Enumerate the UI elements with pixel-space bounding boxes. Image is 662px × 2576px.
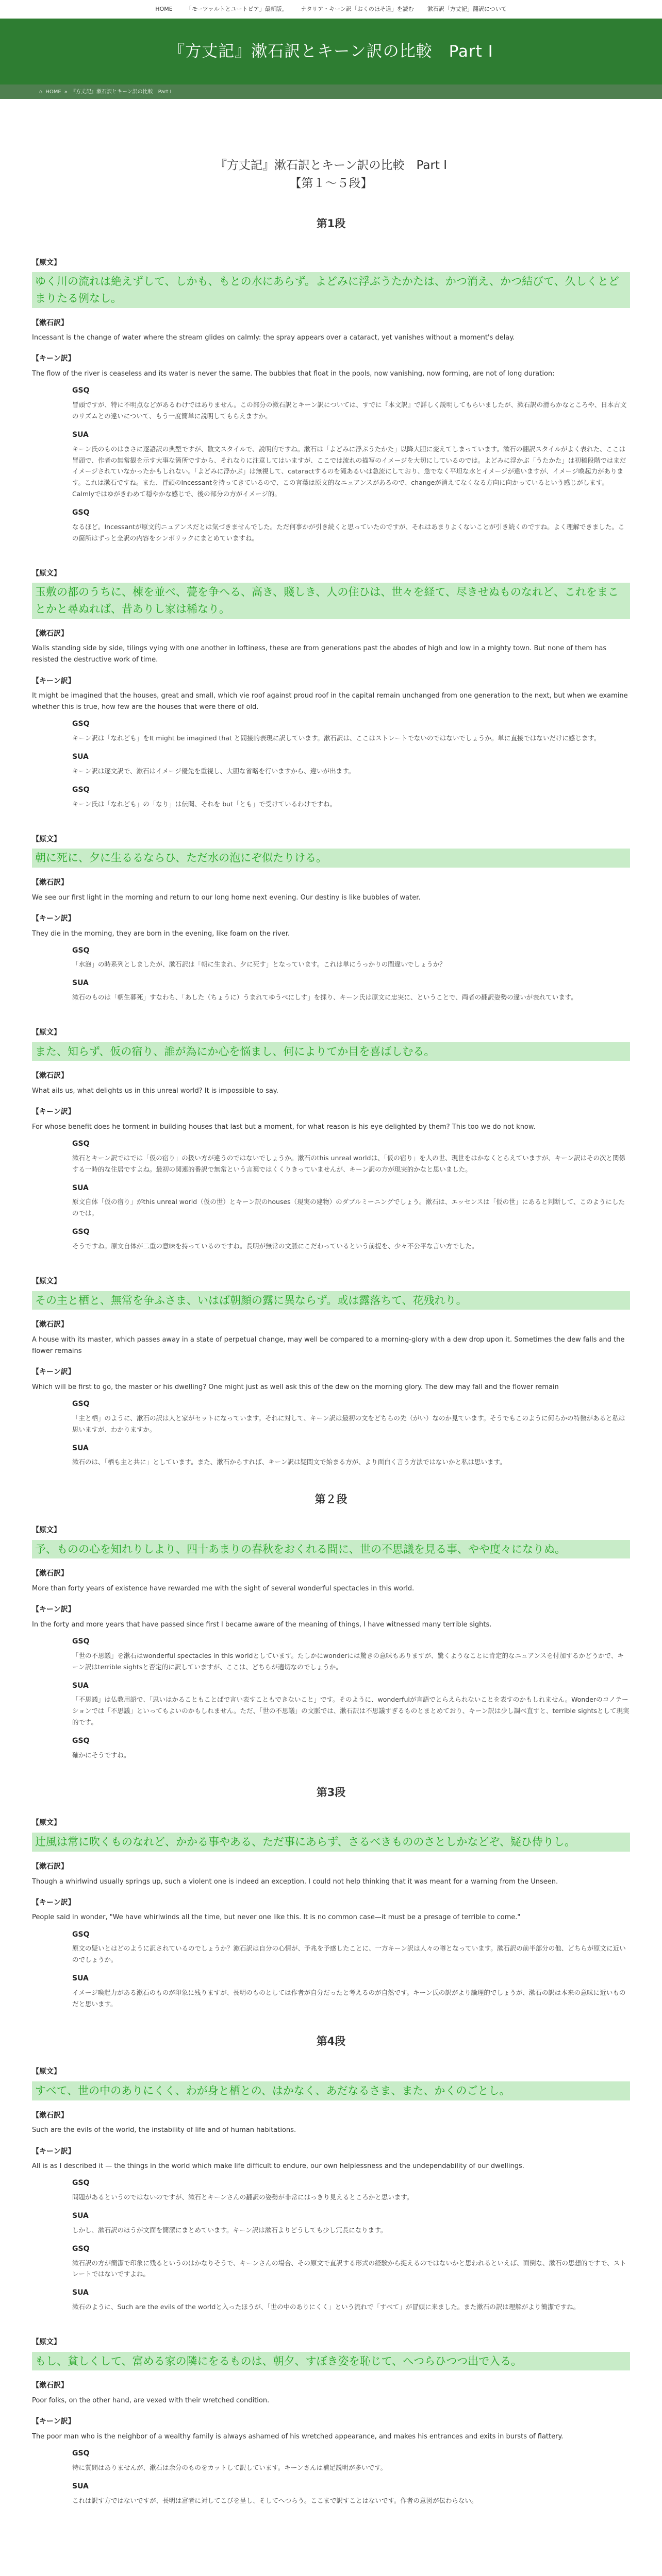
comment-author: SUA <box>72 2212 89 2221</box>
label-original: 【原文】 <box>32 1028 61 1037</box>
comment-author: SUA <box>72 979 89 988</box>
comment-author: GSQ <box>72 1400 90 1409</box>
keene-translation: The flow of the river is ceaseless and its water is never the same. The bubbles that float in the pools, now vanishing, now forming, are not of long duration: <box>32 370 555 378</box>
discussion <box>32 1929 630 2010</box>
comment-text: 特に質問はありませんが、漱石は余分のものをカットして訳しています。キーンさんは補足説明が多いです。 <box>72 2463 387 2471</box>
original-text: 朝に死に、夕に生るるならひ、ただ水の泡にぞ似たりける。 <box>32 849 630 868</box>
banner-title: 『方丈記』漱石訳とキーン訳の比較 Part Ⅰ <box>169 42 493 61</box>
section-title-dan3: 第3段 <box>316 1786 346 1799</box>
comment <box>72 1636 630 1673</box>
comment <box>72 2287 630 2313</box>
comment-author: GSQ <box>72 2244 90 2253</box>
comment-author: SUA <box>72 2482 89 2490</box>
label-keene: 【キーン訳】 <box>32 2147 75 2156</box>
label-keene: 【キーン訳】 <box>32 914 75 923</box>
label-original: 【原文】 <box>32 569 61 578</box>
original-text: また、知らず、仮の宿り、誰が為にか心を悩まし、何によりてか目を喜ばしむる。 <box>32 1042 630 1061</box>
comment-text: 原文自体「仮の宿り」がthis unreal world（仮の世）とキーン訳のhouses（現実の建物）のダブルミーニングでしょう。漱石は、エッセンスは「仮の世」にあると判断して、このようにしたのでは。 <box>72 1198 625 1217</box>
original-text: ゆく川の流れは絶えずして、しかも、もとの水にあらず。よどみに浮ぶうたかたは、かつ消え、かつ結びて、久しくとどまりたる例なし。 <box>32 272 630 308</box>
comment <box>72 2448 630 2473</box>
label-original: 【原文】 <box>32 2338 61 2347</box>
original-text: すべて、世の中のありにくく、わが身と栖との、はかなく、あだなるさま、また、かくのごとし。 <box>32 2081 630 2100</box>
soseki-translation: More than forty years of existence have rewarded me with the sight of several wonderful spectacles in this world. <box>32 1585 415 1593</box>
comment-text: 原文の疑いとはどのように訳されているのでしょうか？漱石訳は自分の心情が、予兆を予感したことに、一方キーン訳は人々の噂となっています。漱石訳の前半部分の他、どちらが原文に近いのでしょうか。 <box>72 1944 626 1964</box>
label-keene: 【キーン訳】 <box>32 676 75 685</box>
comment-text: 冒頭ですが、特に不明点などがあるわけではありません。この部分の漱石訳とキーン訳については、すでに『本文訳』で詳しく説明してもらいましたが、漱石訳の滑らかなところや、日本古文のリズムとの違いについて、もう一度簡単に説明してもらえますか。 <box>72 401 627 420</box>
comment-text: キーン氏は「なれども」の「なり」は伝聞、それを but「とも」で受けているわけですね。 <box>72 800 336 808</box>
label-original: 【原文】 <box>32 2067 61 2076</box>
label-soseki: 【漱石訳】 <box>32 1862 68 1871</box>
comment-text: 「主と栖」のように、漱石の訳は人と家がセットになっています。それに対して、キーン訳は最初の文をどちらの先（がい）なのか見ています。そうでもこのように何らかの特徴があると私は思いますが、わかりますか。 <box>72 1414 625 1433</box>
comment <box>72 2210 630 2236</box>
soseki-translation: Though a whirlwind usually springs up, such a violent one is indeed an exception. I could not help thinking that it was meant for a warning from the Unseen. <box>32 1877 558 1886</box>
comment-text: 漱石訳の方が簡潔で印象に残るというのはかなりそうで、キーンさんの場合、その原文で直訳する形式の経験から捉えるのではないかと思われるといえば、面倒な、漱石の思想的ですで、ストレートではないですよね。 <box>72 2259 626 2278</box>
comment-text: 問題があるというのではないのですが、漱石とキーンさんの翻訳の姿勢が非常にはっきり見えるところかと思います。 <box>72 2193 413 2201</box>
label-keene: 【キーン訳】 <box>32 1605 75 1614</box>
comment <box>72 751 630 777</box>
soseki-translation: Poor folks, on the other hand, are vexed with their wretched condition. <box>32 2397 270 2405</box>
comment <box>72 2243 630 2280</box>
comment-text: キーン訳は「なれども」をIt might be imagined that と間接的表現に訳しています。漱石訳は、ここはストレートでないのではないでしょうか。単に直接ではないだけに感じます。 <box>72 734 601 742</box>
keene-translation: They die in the morning, they are born in the evening, like foam on the river. <box>32 929 290 938</box>
discussion <box>32 1138 630 1252</box>
label-keene: 【キーン訳】 <box>32 354 75 363</box>
comment-author: SUA <box>72 1974 89 1983</box>
page-title-line1: 『方丈記』漱石訳とキーン訳の比較 Part Ⅰ <box>214 159 448 172</box>
label-keene: 【キーン訳】 <box>32 1368 75 1377</box>
soseki-translation: A house with its master, which passes away in a state of perpetual change, may well be compared to a morning-glory with a dew drop upon it. Sometimes the dew falls and the flower remains <box>32 1336 625 1355</box>
label-original: 【原文】 <box>32 1819 61 1827</box>
nav-home[interactable]: HOME <box>155 5 173 12</box>
comment-text: 漱石とキーン訳ではでは「仮の宿り」の扱い方が違うのではないでしょうか。漱石のthis unreal worldは、「仮の宿り」を人の世、現世をはかなくとらえていますが、キーン訳はその次と関係する一時的な住居ですよね。最初の関連的番訳で無常という言葉ではくくりきっていませんが、キーン訳の方が現実的かなと思いました。 <box>72 1154 625 1173</box>
comment-author: SUA <box>72 1444 89 1452</box>
comment-author: GSQ <box>72 2179 90 2188</box>
comment <box>72 1226 630 1252</box>
comment-author: GSQ <box>72 386 90 395</box>
top-nav <box>0 0 662 19</box>
soseki-translation: We see our first light in the morning and return to our long home next evening. Our destiny is like bubbles of water. <box>32 893 421 902</box>
comment <box>72 1182 630 1219</box>
discussion <box>32 2177 630 2313</box>
comment <box>72 1680 630 1728</box>
label-soseki: 【漱石訳】 <box>32 878 68 887</box>
passage-4-1 <box>32 2066 630 2313</box>
section-title-dan4: 第4段 <box>316 2035 346 2047</box>
section-title-dan2: 第２段 <box>315 1493 347 1506</box>
comment-author: SUA <box>72 753 89 761</box>
original-text: もし、貧しくして、富める家の隣にをるものは、朝夕、すぼき姿を恥じて、へつらひつつ出で入る。 <box>32 2352 630 2371</box>
section-title-dan1: 第1段 <box>316 217 346 230</box>
breadcrumb-current: 『方丈記』漱石訳とキーン訳の比較 Part Ⅰ <box>70 89 172 95</box>
keene-translation: In the forty and more years that have passed since first I became aware of the meaning of things, I have witnessed many terrible sights. <box>32 1621 492 1629</box>
discussion <box>32 1398 630 1468</box>
passage-1-1 <box>32 257 630 544</box>
label-soseki: 【漱石訳】 <box>32 1320 68 1329</box>
breadcrumb-separator: » <box>64 89 68 95</box>
comment-author: GSQ <box>72 720 90 728</box>
article-body <box>32 99 630 2506</box>
discussion <box>32 945 630 1003</box>
original-text: 玉敷の都のうちに、棟を並べ、甍を争へる、高き、賤しき、人の住ひは、世々を経て、尽きせぬものなれど、これをまことかと尋ぬれば、昔ありし家は稀なり。 <box>32 583 630 618</box>
keene-translation: People said in wonder, "We have whirlwinds all the time, but never one like this. It is no common case—it must be a presage of terrible to come." <box>32 1913 521 1922</box>
keene-translation: All is as I described it — the things in the world which make life difficult to endure, our own helplessness and the undependability of our dwellings. <box>32 2162 524 2171</box>
comment-author: GSQ <box>72 785 90 794</box>
comment-text: そうですね。原文自体が二重の意味を持っているのですね。長明が無常の文脈にこだわっているという前提を、少々不公平な言い方でした。 <box>72 1242 478 1250</box>
comment <box>72 507 630 544</box>
comment-text: 確かにそうですね。 <box>72 1751 130 1759</box>
comment <box>72 1398 630 1435</box>
comment <box>72 1443 630 1468</box>
home-icon: ⌂ <box>39 89 43 95</box>
comment-author: GSQ <box>72 1737 90 1745</box>
comment <box>72 2177 630 2203</box>
keene-translation: The poor man who is the neighbor of a wealthy family is always ashamed of his wretched appearance, and makes his entrances and exits in bursts of flattery. <box>32 2433 564 2441</box>
comment-author: GSQ <box>72 1930 90 1939</box>
nav-mozart[interactable]: 「モーツァルトとユートピア」最新版。 <box>186 5 288 12</box>
keene-translation: For whose benefit does he torment in building houses that last but a moment, for what reason is his eye delighted by them? This too we do not know. <box>32 1123 536 1131</box>
comment-author: GSQ <box>72 1228 90 1236</box>
passage-4-2 <box>32 2336 630 2506</box>
comment <box>72 385 630 422</box>
label-soseki: 【漱石訳】 <box>32 2111 68 2120</box>
comment-text: イメージ喚起力がある漱石のものが印象に残りますが、長明のものとしては作者が自分だったと考えるのが自然です。キーン氏の訳がより論理的でしょうが、漱石の訳は本来の意味に近いものだと思います。 <box>72 1988 626 2008</box>
label-keene: 【キーン訳】 <box>32 1898 75 1907</box>
comment-text: なるほど。Incessantが原文的ニュアンスだとは気づきませんでした。ただ何事かが引き続くと思っていたのですが、それはあまりよくないことが引き続くのですね。よく理解できました。この箇所はずっと全訳の内容をシンボリックにまとめていますね。 <box>72 522 625 542</box>
comment <box>72 977 630 1003</box>
original-text: 予、ものの心を知れりしより、四十あまりの春秋をおくれる間に、世の不思議を見る事、やや度々になりぬ。 <box>32 1540 630 1559</box>
comment <box>72 945 630 971</box>
soseki-translation: Incessant is the change of water where the stream glides on calmly: the spray appears over a cataract, yet vanishes without a moment's delay. <box>32 334 515 342</box>
label-original: 【原文】 <box>32 1526 61 1534</box>
comment-text: キーン訳は逐文訳で、漱石はイメージ優先を重視し、大胆な省略を行いますから、違いが出ます。 <box>72 767 355 775</box>
label-soseki: 【漱石訳】 <box>32 629 68 638</box>
comment <box>72 1973 630 2010</box>
soseki-translation: Such are the evils of the world, the instability of life and of human habitations. <box>32 2126 296 2134</box>
label-original: 【原文】 <box>32 1277 61 1285</box>
label-keene: 【キーン訳】 <box>32 1108 75 1116</box>
original-text: 辻風は常に吹くものなれど、かかる事やある、ただ事にあらず、さるべきもののさとしかなどぞ、疑ひ侍りし。 <box>32 1833 630 1852</box>
discussion <box>32 718 630 809</box>
comment-text: 「世の不思議」を漱石はwonderful spectacles in this worldとしています。たしかにwonderには驚きの意味もありますが、驚くようなことに肯定的なニュアンスを付加するかどうかで、キーン訳はterrible sightsと否定的に訳していますが、ここは、どちらが適切なのでしょうか。 <box>72 1651 624 1671</box>
discussion <box>32 385 630 544</box>
comment-text: キーン氏のものはまさに逐語訳の典型ですが、散文スタイルで、説明的ですね。漱石は「よどみに浮ぶうたかた」以降大胆に変えてしまっています。漱石の翻訳スタイルがよく表れた、ここは冒頭で、作者の無常観を示す大事な箇所ですから、それなりに注意してはいますが、ここでは流れの描写のイメージを大切にしているのでは。よどみに浮かぶ「うたかた」は初稿段階ではまだイメージされていなかったかもしれない。「よどみに浮かぶ」は無視して、cataractするのを滝あるいは急流にしており、急でなく平坦な水とイメージが違いますが、イメージ喚起力があります。これは漱石ですね。また、冒頭のIncessantを持ってきているので、この言葉は原文的なニュアンスがあるので、changeが消えてなくなる方向に向かっているという感じがします。Calmlyではゆがきわめて穏やかな感じで、後の部分の方がイメージ的。 <box>72 445 626 498</box>
comment-author: SUA <box>72 1183 89 1192</box>
comment-text: これは訳す方ではないですが、長明は富者に対してこびを呈し、そしてへつらう。ここまで訳すことはないです。作者の意図が伝わらない。 <box>72 2496 478 2504</box>
label-original: 【原文】 <box>32 835 61 843</box>
comment-text: 漱石のように、Such are the evils of the worldと入ったほうが、「世の中のありにくく」という流れで「すべて」が冒頭に来ました。また漱石の訳は理解がより簡潔ですね。 <box>72 2303 580 2311</box>
breadcrumb <box>0 84 662 99</box>
comment-author: GSQ <box>72 1637 90 1646</box>
comment <box>72 1735 630 1761</box>
page-title <box>32 157 630 192</box>
comment <box>72 784 630 810</box>
label-soseki: 【漱石訳】 <box>32 318 68 327</box>
nav-hojoki[interactable]: 漱石訳「方丈記」翻訳について <box>427 5 507 12</box>
comment-author: SUA <box>72 430 89 439</box>
comment <box>72 1929 630 1966</box>
comment <box>72 1138 630 1175</box>
comment-text: しかし、漱石訳のほうが文面を簡潔にまとめています。キーン訳は漱石よりどうしても少し冗長になります。 <box>72 2226 387 2234</box>
comment <box>72 429 630 500</box>
label-original: 【原文】 <box>32 258 61 267</box>
nav-okunohosomichi[interactable]: ナタリア・キーン訳「おくのほそ道」を読む <box>301 5 414 12</box>
passage-1-5 <box>32 1276 630 1468</box>
label-soseki: 【漱石訳】 <box>32 1569 68 1578</box>
label-keene: 【キーン訳】 <box>32 2417 75 2426</box>
keene-translation: It might be imagined that the houses, great and small, which vie roof against proud roof in the capital remain unchanged from one generation to the next, but when we examine whether this is true, how few are the houses that were there of old. <box>32 692 628 711</box>
comment-author: GSQ <box>72 509 90 517</box>
comment-text: 「不思議」は仏教用語で、「思いはかることもことばで言い表すこともできないこと」です。そのように、wonderfulが言語でとらえられないことを表すのかもしれません。Wonderのコノテーションでは「不思議」といってもよいのかもしれません。ただ、「世の不思議」の文脈では、漱石訳は不思議すぎるものとまとめており、キーン訳は少し調べ直すと、terrible sightsとして現実的です。 <box>72 1696 630 1726</box>
passage-1-3 <box>32 834 630 1003</box>
breadcrumb-home[interactable]: HOME <box>45 89 61 95</box>
comment-author: SUA <box>72 1681 89 1690</box>
passage-1-2 <box>32 568 630 810</box>
page-title-line2: 【第１〜５段】 <box>289 176 373 190</box>
comment <box>72 718 630 744</box>
comment-author: GSQ <box>72 2449 90 2458</box>
label-soseki: 【漱石訳】 <box>32 2381 68 2390</box>
discussion <box>32 1636 630 1761</box>
comment-text: 漱石のは、「栖も主と共に」としています。また、漱石からすれば、キーン訳は疑問文で始まる方が、より面白く言う方法ではないかと私は思います。 <box>72 1458 506 1466</box>
comment <box>72 2481 630 2506</box>
comment-text: 「水泡」の時系列としましたが、漱石訳は「朝に生まれ、夕に死す」となっています。これは単にうっかりの間違いでしょうか？ <box>72 960 446 969</box>
comment-author: SUA <box>72 2289 89 2297</box>
passage-2-1 <box>32 1524 630 1761</box>
passage-3-1 <box>32 1817 630 2009</box>
soseki-translation: Walls standing side by side, tilings vying with one another in loftiness, these are from generations past the abodes of high and low in a mighty town. But none of them has resisted the destructive work of time. <box>32 645 607 664</box>
passage-1-4 <box>32 1027 630 1252</box>
comment-text: 漱石のものは「朝生暮死」すなわち、「あした（ちょうに）うまれてゆうべにしす」を採り、キーン氏は原文に忠実に、ということで、両者の翻訳姿勢の違いが表れています。 <box>72 993 577 1002</box>
original-text: その主と栖と、無常を争ふさま、いはば朝顔の露に異ならず。或は露落ちて、花残れり。 <box>32 1291 630 1310</box>
title-banner <box>0 19 662 84</box>
discussion <box>32 2448 630 2506</box>
soseki-translation: What ails us, what delights us in this unreal world? It is impossible to say. <box>32 1087 278 1095</box>
comment-author: GSQ <box>72 1140 90 1148</box>
comment-author: GSQ <box>72 946 90 955</box>
keene-translation: Which will be first to go, the master or his dwelling? One might just as well ask this of the dew on the morning glory. The dew may fall and the flower remain <box>32 1383 559 1391</box>
label-soseki: 【漱石訳】 <box>32 1072 68 1080</box>
